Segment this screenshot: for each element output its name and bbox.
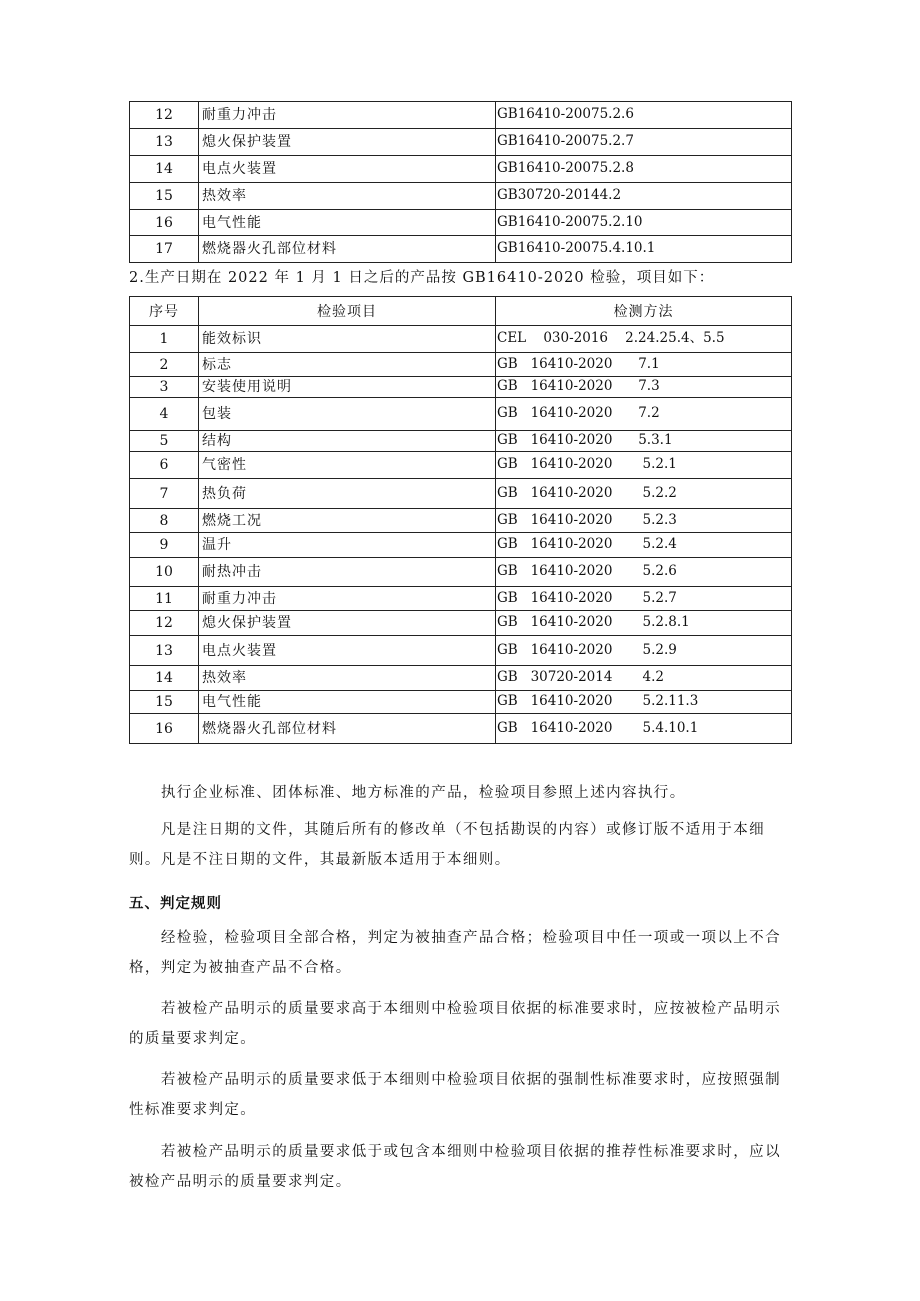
row-number: 15	[130, 183, 199, 210]
inspection-item: 包装	[199, 398, 496, 431]
inspection-item: 结构	[199, 431, 496, 452]
inspection-item: 耐重力冲击	[199, 587, 496, 611]
row-number: 16	[130, 714, 199, 744]
test-method: GB 16410-2020 5.4.10.1	[496, 714, 792, 744]
test-method: GB 16410-2020 5.2.7	[496, 587, 792, 611]
test-method: GB16410-20075.2.10	[496, 210, 792, 236]
test-method: GB 16410-2020 5.2.9	[496, 636, 792, 666]
inspection-item: 热负荷	[199, 479, 496, 509]
inspection-item: 熄火保护装置	[199, 611, 496, 636]
inspection-item: 熄火保护装置	[199, 129, 496, 156]
table-row	[130, 587, 792, 611]
inspection-item: 电点火装置	[199, 156, 496, 183]
table-row	[130, 666, 792, 691]
table-row	[130, 452, 792, 479]
inspection-item: 耐重力冲击	[199, 102, 496, 129]
test-method: GB 16410-2020 5.2.4	[496, 533, 792, 558]
table-row	[130, 509, 792, 533]
inspection-item: 能效标识	[199, 326, 496, 353]
row-number: 13	[130, 636, 199, 666]
test-method: GB16410-20075.2.8	[496, 156, 792, 183]
test-method: GB 16410-2020 5.2.8.1	[496, 611, 792, 636]
row-number: 10	[130, 558, 199, 587]
table-row	[130, 558, 792, 587]
row-number: 7	[130, 479, 199, 509]
row-number: 14	[130, 666, 199, 691]
inspection-item: 气密性	[199, 452, 496, 479]
test-method: CEL 030-2016 2.24.25.4、5.5	[496, 326, 792, 353]
inspection-item: 热效率	[199, 183, 496, 210]
row-number: 16	[130, 210, 199, 236]
table-row	[130, 398, 792, 431]
row-number: 13	[130, 129, 199, 156]
test-method: GB 16410-2020 5.2.11.3	[496, 691, 792, 714]
table-row	[130, 611, 792, 636]
column-header-item: 检验项目	[199, 297, 496, 326]
paragraph-judgement-rule: 经检验，检验项目全部合格，判定为被抽查产品合格；检验项目中任一项或一项以上不合格，判定为被抽查产品不合格。	[129, 930, 781, 976]
table-row	[130, 691, 792, 714]
table-row	[130, 156, 792, 183]
row-number: 1	[130, 326, 199, 353]
inspection-item: 燃烧器火孔部位材料	[199, 236, 496, 263]
inspection-item: 安装使用说明	[199, 377, 496, 398]
test-method: GB 30720-2014 4.2	[496, 666, 792, 691]
table-row	[130, 431, 792, 452]
table-row	[130, 479, 792, 509]
paragraph-recommended-standard: 若被检产品明示的质量要求低于或包含本细则中检验项目依据的推荐性标准要求时，应以被检产品明示的质量要求判定。	[129, 1144, 781, 1190]
row-number: 12	[130, 102, 199, 129]
inspection-item: 标志	[199, 353, 496, 377]
table-row	[130, 183, 792, 210]
inspection-item: 燃烧器火孔部位材料	[199, 714, 496, 744]
test-method: GB 16410-2020 7.1	[496, 353, 792, 377]
test-method: GB 16410-2020 7.3	[496, 377, 792, 398]
inspection-item: 耐热冲击	[199, 558, 496, 587]
table-row	[130, 236, 792, 263]
paragraph-higher-requirement: 若被检产品明示的质量要求高于本细则中检验项目依据的标准要求时，应按被检产品明示的质量要求判定。	[129, 1001, 781, 1047]
column-header-number: 序号	[130, 297, 199, 326]
inspection-item: 温升	[199, 533, 496, 558]
table-row	[130, 714, 792, 744]
row-number: 12	[130, 611, 199, 636]
inspection-table-2020	[129, 296, 792, 744]
row-number: 8	[130, 509, 199, 533]
table-row	[130, 636, 792, 666]
row-number: 2	[130, 353, 199, 377]
row-number: 9	[130, 533, 199, 558]
test-method: GB16410-20075.4.10.1	[496, 236, 792, 263]
test-method: GB 16410-2020 5.2.2	[496, 479, 792, 509]
table-row	[130, 210, 792, 236]
row-number: 3	[130, 377, 199, 398]
paragraph-mandatory-standard: 若被检产品明示的质量要求低于本细则中检验项目依据的强制性标准要求时，应按照强制性标准要求判定。	[129, 1072, 781, 1118]
test-method: GB 16410-2020 5.2.6	[496, 558, 792, 587]
inspection-item: 电点火装置	[199, 636, 496, 666]
inspection-table-2007	[129, 101, 792, 263]
test-method: GB 16410-2020 5.2.3	[496, 509, 792, 533]
table-row	[130, 377, 792, 398]
table-row	[130, 533, 792, 558]
row-number: 6	[130, 452, 199, 479]
section-2-intro: 2.生产日期在 2022 年 1 月 1 日之后的产品按 GB16410-2020 检验，项目如下：	[129, 270, 715, 286]
column-header-method: 检测方法	[496, 297, 792, 326]
test-method: GB16410-20075.2.6	[496, 102, 792, 129]
table-row	[130, 353, 792, 377]
row-number: 5	[130, 431, 199, 452]
table-header-row	[130, 297, 792, 326]
paragraph-other-standards: 执行企业标准、团体标准、地方标准的产品，检验项目参照上述内容执行。	[160, 785, 686, 801]
inspection-item: 燃烧工况	[199, 509, 496, 533]
test-method: GB30720-20144.2	[496, 183, 792, 210]
row-number: 4	[130, 398, 199, 431]
row-number: 11	[130, 587, 199, 611]
row-number: 15	[130, 691, 199, 714]
table-row	[130, 326, 792, 353]
row-number: 14	[130, 156, 199, 183]
test-method: GB16410-20075.2.7	[496, 129, 792, 156]
inspection-item: 热效率	[199, 666, 496, 691]
test-method: GB 16410-2020 5.3.1	[496, 431, 792, 452]
row-number: 17	[130, 236, 199, 263]
table-row	[130, 129, 792, 156]
paragraph-dated-references: 凡是注日期的文件，其随后所有的修改单（不包括勘误的内容）或修订版不适用于本细则。凡是不注日期的文件，其最新版本适用于本细则。	[129, 822, 766, 868]
inspection-item: 电气性能	[199, 210, 496, 236]
table-row	[130, 102, 792, 129]
test-method: GB 16410-2020 7.2	[496, 398, 792, 431]
test-method: GB 16410-2020 5.2.1	[496, 452, 792, 479]
inspection-item: 电气性能	[199, 691, 496, 714]
section-5-heading: 五、判定规则	[129, 895, 222, 912]
